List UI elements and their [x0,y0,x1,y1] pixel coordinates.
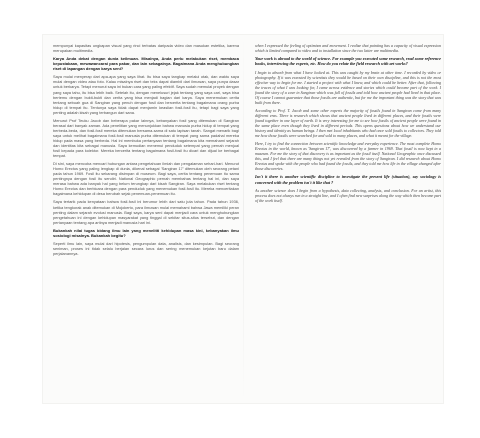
interview-question: Bukankah nilai tugas bidang ilmu lain yang menelitti kehidupan masa kini, kebanyakan ilmu sosiologi misalnya. Bukankah begitu? [53,227,239,238]
interview-answer-paragraph: Saya mulai menyerap dari apa-apa yang saya lihat. Itu bisa saya tangkap melalui otak, dan waktu saya mulai dengan video atau foto. Kalau misalnya riset dan teks dapat diambil dari ilmuwan, saya punya dasar untuk berkarya. Tetapi menurut saya ini bukan cara yang paling efektif. Saya sudah memulai proyek dengan yang saya tahu, itu bisa lebih baik. Setelah itu, dengan menelusuri jejak tentang yang saya cari, saya bisa bertemu dengan bukti-bukti dan cerita yang bisa menjadi bagian dari karya. Saya menemukan cerita tentang sebuah gua di Sangiran yang penuh dengan fosil dan bercerita tentang bagaimana orang purba hidup di tempat itu. Tentunya saya tidak dapat menjamin keaslian fosil-fosil itu, tetapi bagi saya yang penting adalah kisah yang terbangun dari sana. [53,74,239,115]
interview-answer-paragraph: Saya tertarik pada kenyataan bahwa fosil-fosil ini berumur lebih dari satu juta tahun. Pada tahun 1936, ketika tengkorak anak ditemukan di Mojokerto, para ilmuwan mulai memahami bahwa Jawa memiliki peran penting dalam sejarah evolusi manusia. Bagi saya, karya seni dapat menjadi cara untuk menghubungkan pengetahuan ini dengan kehidupan masyarakat yang tinggal di sekitar situs-situs tersebut, dan dengan pertanyaan tentang apa artinya menjadi manusia hari ini. [53,199,239,225]
page-fold-shadow [243,35,244,403]
interview-answer-paragraph: As another science does I begin from a hypothesis, data collecting, analysis, and conclusion. For an artist, this process does not always run in a straight line, and I often find new surprises along the way which then become part of the work itself. [255,187,441,203]
left-column-indonesian [53,43,239,399]
interview-question: Your work is abroad to the world of science. For example you executed some research, read some reference books, interviewing the experts, etc. How do you relate the field research with art works? [255,56,441,67]
interview-answer-paragraph: I begin to absorb from what I have looked at. This was caught by my brain at other time. I recorded by video or photography. If it was executed by scientists they would be based on their own discipline, and this is not the most effective way to begin for me. I started a project with what I knew, and which could be better. After that, following the traces of what I was looking for, I came across evidence and stories which could become part of the work. I found the story of a cave in Sangiran which was full of fossils and told how ancient people had lived in that place. Of course I cannot guarantee that those fossils are authentic, but for me the important thing was the story that was built from there. [255,69,441,105]
interview-answer-paragraph: According to Prof. T. Jacob and some other experts the majority of fossils found in Sangiran come from many different eras. There is research which shows that ancient people lived in different places, and their fossils were found together in one layer of earth. It is very interesting for me to see how fossils of ancient people were found in the same place even though they lived in different periods. This opens questions about how we understand our history and identity as human beings. I then met local inhabitants who had once sold fossils to collectors. They told me how those fossils were searched for and sold to many places, and what it meant for the village. [255,107,441,139]
interview-answer-paragraph: when I expressed the feeling of optimism and movement. I realize that painting has a capacity of visual expression which is limited compared to video and to installation since the two latter are multimedia. [255,43,441,54]
interview-answer-paragraph: Here, I try to find the connection between scientific knowledge and everyday experience. The most complete Homo Erectus in the world, known as 'Sangiran 17', was discovered by a farmer in 1969. That fossil is now kept in a museum. For me the story of that discovery is as important as the fossil itself. National Geographic once discussed this, and I feel that there are many things not yet revealed from the story of Sangiran. I did research about Homo Erectus and spoke with the people who had found the fossils, and they told me how life in the village changed after those discoveries. [255,141,441,172]
interview-answer-paragraph: mempunyai kapasitas ungkapan visual yang rinci terbatas daripada video dan masukan estetika, karena merupakan multimedia. [53,43,239,54]
interview-answer-paragraph: Seperti ilmu lain, saya mulai dari hipotesis, pengumpulan data, analisis, dan kesimpulan. Bagi seorang seniman, proses ini tidak selalu berjalan secara lurus dan sering menemukan kejutan baru dalam perjalanannya. [53,240,239,256]
right-column-english [255,43,441,399]
scanned-document-page [43,35,443,403]
interview-answer-paragraph: Di sini, saya mencoba mencari hubungan antara pengetahuan ilmiah dan pengalaman sehari-hari. Menurut Homo Erectus yang paling lengkap di dunia, dikenal sebagai 'Sangiran 17' ditemukan oleh seorang petani pada tahun 1969. Fosil itu sekarang disimpan di museum. Bagi saya, cerita tentang penemuan itu sama pentingnya dengan fosil itu sendiri. National Geographic pernah membahas tentang hal ini, dan saya merasa bahwa ada banyak hal yang belum terungkap dari kisah Sangiran. Saya melakukan riset tentang Homo Erectus dan berbicara dengan para penduduk yang menemukan fosil-fosil itu. Mereka menceritakan bagaimana kehidupan di desa berubah sejak penemuan-penemuan itu. [53,161,239,197]
interview-answer-paragraph: Menurut Prof Teuku Jacob dan beberapa pakar lainnya, kebanyakan fosil yang ditemukan di Sangiran berasal dari banyak zaman. Ada penelitian yang menunjukkan bahwa manusia purba hidup di tempat yang berbeda-beda, dan fosil-fosil mereka ditemukan bersama-sama di satu lapisan tanah. Sangat menarik bagi saya untuk melihat bagaimana fosil-fosil manusia purba ditemukan di tempat yang sama padahal mereka hidup pada masa yang berbeda. Hal ini membuka pertanyaan tentang bagaimana kita memahami sejarah dan identitas kita sebagai manusia. Saya kemudian menemui penduduk setempat yang pernah menjual fosil kepada para kolektor. Mereka bercerita tentang bagaimana fosil-fosil itu dicari dan dijual ke berbagai tempat. [53,117,239,159]
interview-question: Karya Anda dekat dengan dunia keilmuan. Misalnya, Anda perlu melakukan riset, membaca kepustakaan, mewawancarai para pakar, dan lain sebagainya. Bagaimana Anda menghubungkan riset di lapangan dengan karya seni? [53,56,239,72]
interview-question: Isn't it there is another scientific discipline to investigate the present life (situation), say sociology is concerned with the problem isn't it like that ? [255,174,441,185]
